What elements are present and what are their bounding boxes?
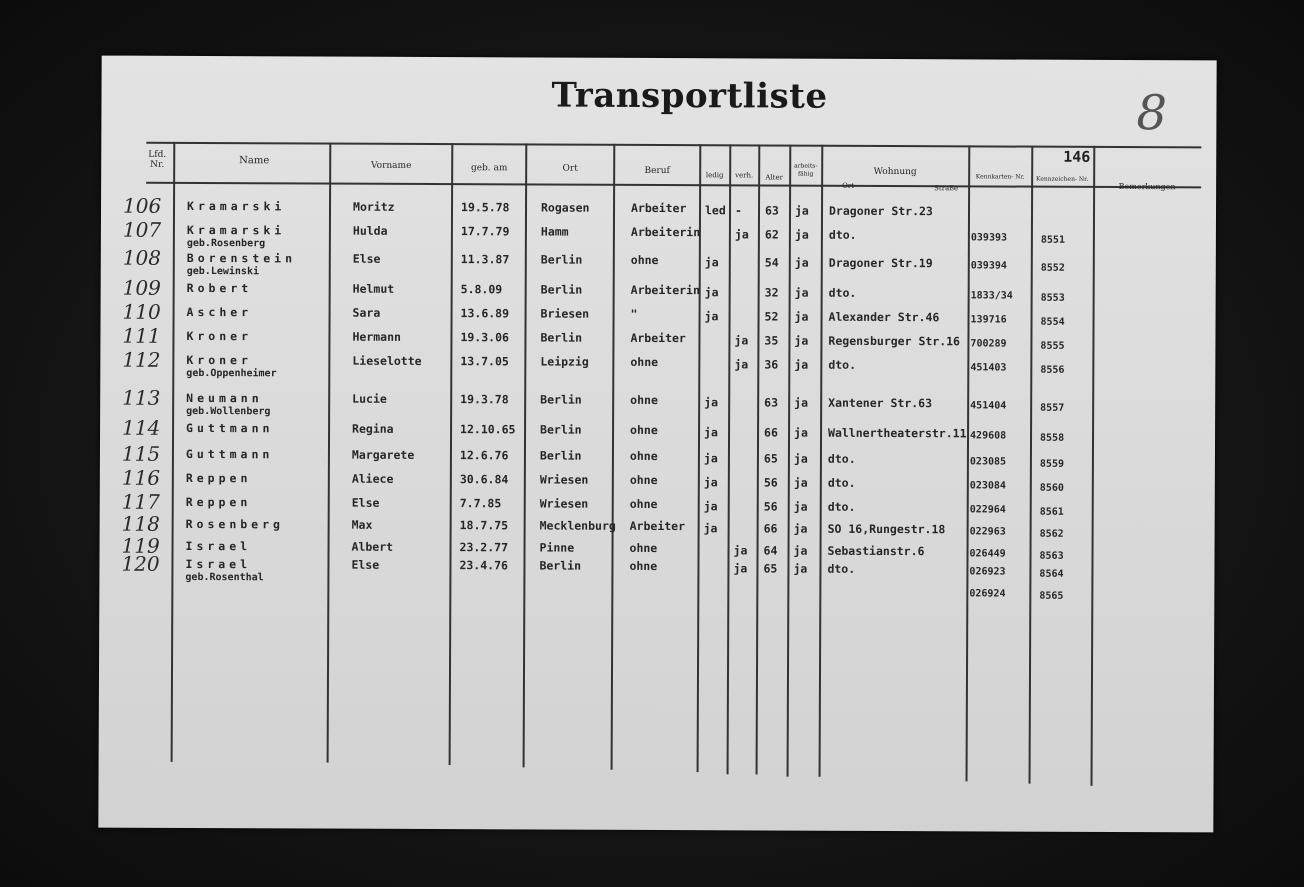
row-lfd: 113 bbox=[122, 385, 161, 410]
row-ledig: ja bbox=[703, 521, 718, 536]
row-kennkarte: 026923 bbox=[969, 566, 1006, 578]
row-kennzeichen: 8554 bbox=[1040, 316, 1065, 328]
row-kennzeichen: 8561 bbox=[1039, 506, 1064, 518]
row-alter: 66 bbox=[763, 521, 778, 536]
row-name: Israel bbox=[185, 538, 252, 554]
header-wohnung-ort: Ort bbox=[842, 181, 855, 190]
row-kennkarte: 451403 bbox=[970, 362, 1007, 374]
row-verh: ja bbox=[733, 543, 748, 558]
row-alter: 65 bbox=[763, 451, 778, 466]
page-title: Transportliste bbox=[551, 75, 828, 117]
row-lfd: 117 bbox=[121, 489, 160, 514]
row-wohnung: dto. bbox=[827, 499, 856, 514]
row-ort: Berlin bbox=[540, 422, 582, 437]
row-lfd: 116 bbox=[121, 465, 161, 490]
row-name2: geb.Rosenthal bbox=[185, 571, 264, 584]
row-geb: 19.3.78 bbox=[460, 392, 509, 407]
row-geb: 13.7.05 bbox=[460, 354, 509, 369]
row-ledig: ja bbox=[704, 285, 719, 300]
row-geb: 12.10.65 bbox=[460, 422, 516, 437]
row-ort: Rogasen bbox=[541, 200, 590, 215]
row-beruf: ohne bbox=[630, 252, 659, 268]
column-divider bbox=[1091, 146, 1096, 786]
row-wohnung: Regensburger Str.16 bbox=[828, 333, 961, 349]
row-ledig: ja bbox=[703, 475, 718, 490]
row-lfd: 108 bbox=[122, 245, 162, 270]
row-beruf: ohne bbox=[629, 448, 658, 464]
row-ledig: led bbox=[704, 203, 726, 218]
row-vorname: Hulda bbox=[352, 223, 388, 238]
column-divider bbox=[787, 145, 792, 777]
row-wohnung: Xantener Str.63 bbox=[828, 395, 933, 411]
row-geb: 13.6.89 bbox=[460, 306, 510, 321]
row-arbeitsfaehig: ja bbox=[794, 227, 809, 242]
row-ledig: ja bbox=[703, 451, 718, 466]
row-geb: 30.6.84 bbox=[459, 472, 509, 487]
row-geb: 11.3.87 bbox=[460, 252, 510, 267]
row-geb: 18.7.75 bbox=[459, 518, 509, 533]
header-ort: Ort bbox=[562, 163, 578, 174]
row-arbeitsfaehig: ja bbox=[794, 425, 808, 440]
row-verh: ja bbox=[734, 333, 749, 348]
row-wohnung: Alexander Str.46 bbox=[828, 309, 940, 325]
row-kennkarte: 139716 bbox=[970, 314, 1007, 326]
row-geb: 7.7.85 bbox=[459, 496, 502, 511]
row-wohnung: dto. bbox=[828, 285, 857, 300]
row-vorname: Albert bbox=[351, 539, 394, 554]
row-alter: 32 bbox=[764, 285, 779, 300]
column-divider bbox=[327, 143, 332, 763]
row-lfd: 118 bbox=[121, 511, 160, 536]
row-kennzeichen: 8564 bbox=[1039, 568, 1064, 580]
row-kennkarte: 023085 bbox=[969, 456, 1007, 468]
row-wohnung: dto. bbox=[827, 451, 856, 466]
row-kennkarte: 026449 bbox=[969, 548, 1006, 560]
row-ledig: ja bbox=[704, 395, 719, 410]
row-kennzeichen: 8559 bbox=[1039, 458, 1065, 470]
row-vorname: Else bbox=[351, 557, 380, 572]
header-arbeitsfaehig: arbeits- fähig bbox=[794, 162, 818, 178]
column-divider bbox=[171, 142, 176, 762]
row-wohnung: Dragoner Str.23 bbox=[828, 203, 933, 219]
row-kennkarte: 1833/34 bbox=[970, 290, 1013, 302]
row-beruf: Arbeiter bbox=[630, 200, 687, 216]
row-vorname: Hermann bbox=[352, 329, 401, 344]
row-ort: Wriesen bbox=[539, 472, 589, 487]
row-kennkarte: 700289 bbox=[970, 338, 1007, 350]
row-lfd: 106 bbox=[122, 193, 162, 218]
column-divider bbox=[756, 144, 761, 774]
row-geb: 23.4.76 bbox=[459, 558, 508, 573]
row-alter: 56 bbox=[763, 499, 778, 514]
row-name2: geb.Lewinski bbox=[186, 265, 260, 278]
document-sheet bbox=[98, 56, 1216, 833]
row-kennkarte: 023084 bbox=[969, 480, 1006, 492]
row-lfd: 109 bbox=[122, 275, 161, 300]
row-vorname: Else bbox=[351, 495, 380, 510]
row-ort: Leipzig bbox=[540, 354, 589, 369]
row-vorname: Aliece bbox=[351, 471, 394, 486]
row-ort: Briesen bbox=[540, 306, 590, 321]
header-name: Name bbox=[239, 155, 270, 167]
row-ort: Pinne bbox=[539, 540, 575, 555]
row-alter: 54 bbox=[764, 255, 779, 270]
column-divider bbox=[819, 145, 824, 777]
row-beruf: Arbeiterin bbox=[630, 224, 701, 240]
row-alter: 35 bbox=[764, 333, 779, 348]
row-vorname: Max bbox=[351, 517, 373, 532]
row-ort: Hamm bbox=[540, 224, 569, 239]
header-vorname: Vorname bbox=[370, 160, 412, 171]
row-alter: 64 bbox=[763, 543, 778, 558]
row-vorname: Lieselotte bbox=[352, 353, 422, 368]
row-kennkarte: 451404 bbox=[970, 400, 1007, 412]
row-arbeitsfaehig: ja bbox=[794, 203, 809, 218]
row-arbeitsfaehig: ja bbox=[794, 395, 809, 410]
column-divider bbox=[449, 143, 454, 765]
row-beruf: ohne bbox=[629, 558, 658, 573]
row-kennzeichen: 8556 bbox=[1040, 364, 1065, 376]
row-ort: Berlin bbox=[539, 558, 582, 573]
row-alter: 56 bbox=[763, 475, 778, 490]
row-kennzeichen: 8553 bbox=[1040, 292, 1065, 304]
row-lfd: 107 bbox=[122, 217, 162, 242]
row-vorname: Helmut bbox=[352, 281, 395, 296]
row-arbeitsfaehig: ja bbox=[794, 357, 809, 372]
row-geb: 12.6.76 bbox=[459, 448, 509, 463]
row-name: Kroner bbox=[186, 328, 253, 344]
row-kennzeichen: 8558 bbox=[1040, 432, 1065, 444]
row-beruf: " bbox=[630, 306, 638, 321]
header-geb-am: geb. am bbox=[470, 163, 508, 174]
row-ort: Mecklenburg bbox=[539, 518, 616, 533]
row-lfd: 112 bbox=[122, 347, 161, 372]
row-wohnung: Wallnertheaterstr.11 bbox=[828, 425, 967, 441]
row-vorname: Sara bbox=[352, 305, 381, 320]
row-arbeitsfaehig: ja bbox=[793, 475, 808, 490]
row-beruf: Arbeiter bbox=[629, 518, 686, 534]
row-ort: Berlin bbox=[540, 252, 583, 267]
row-wohnung: dto. bbox=[828, 357, 857, 372]
row-name2: geb.Oppenheimer bbox=[186, 367, 277, 380]
row-alter: 52 bbox=[764, 309, 779, 324]
row-vorname: Lucie bbox=[352, 391, 387, 406]
row-arbeitsfaehig: ja bbox=[793, 451, 808, 466]
row-ort: Wriesen bbox=[539, 496, 589, 511]
row-kennzeichen: 8557 bbox=[1040, 402, 1065, 414]
row-arbeitsfaehig: ja bbox=[794, 309, 809, 324]
row-name: Borenstein bbox=[186, 250, 297, 266]
row-verh: ja bbox=[733, 561, 748, 576]
row-alter: 63 bbox=[764, 203, 779, 218]
row-wohnung: dto. bbox=[827, 475, 856, 490]
row-lfd: 119 bbox=[121, 533, 160, 558]
row-kennzeichen: 8555 bbox=[1040, 340, 1065, 352]
row-vorname: Else bbox=[352, 251, 381, 266]
column-divider bbox=[1029, 146, 1034, 784]
row-name: Guttmann bbox=[185, 446, 274, 462]
page-number: 146 bbox=[1063, 147, 1091, 166]
header-ledig: ledig bbox=[705, 171, 724, 180]
row-alter: 66 bbox=[764, 425, 778, 440]
row-ort: Berlin bbox=[540, 392, 582, 407]
row-verh: ja bbox=[734, 357, 749, 372]
row-geb: 5.8.09 bbox=[460, 282, 503, 297]
handwritten-mark: 8 bbox=[1136, 85, 1168, 142]
row-verh: - bbox=[734, 203, 742, 218]
row-ledig: ja bbox=[704, 309, 719, 324]
row-name: Kramarski bbox=[186, 222, 286, 238]
row-beruf: ohne bbox=[630, 392, 658, 408]
row-name: Reppen bbox=[185, 470, 252, 486]
row-beruf: ohne bbox=[629, 496, 658, 512]
row-kennkarte: 022964 bbox=[969, 504, 1006, 516]
row-arbeitsfaehig: ja bbox=[794, 333, 809, 348]
row-geb: 19.3.06 bbox=[460, 330, 509, 345]
row-name: Guttmann bbox=[186, 420, 274, 436]
row-alter: 65 bbox=[763, 561, 778, 576]
row-name: Reppen bbox=[185, 494, 252, 510]
column-divider bbox=[611, 144, 616, 770]
row-geb: 17.7.79 bbox=[460, 224, 510, 239]
row-name: Rosenberg bbox=[185, 516, 284, 532]
row-name: Ascher bbox=[186, 304, 253, 320]
row-alter: 62 bbox=[764, 227, 779, 242]
row-alter: 63 bbox=[764, 395, 779, 410]
header-wohnung-strasse: Straße bbox=[934, 184, 959, 193]
row-arbeitsfaehig: ja bbox=[793, 543, 808, 558]
row-arbeitsfaehig: ja bbox=[793, 521, 808, 536]
header-kennzeichen: Kennzeichen- Nr. bbox=[1036, 175, 1089, 183]
row-wohnung: Dragoner Str.19 bbox=[828, 255, 933, 271]
row-wohnung: SO 16,Rungestr.18 bbox=[827, 521, 946, 537]
row-lfd: 120 bbox=[121, 551, 160, 576]
row-kennzeichen: 8563 bbox=[1039, 550, 1064, 562]
extra-kennzeichen: 8565 bbox=[1039, 590, 1064, 602]
header-top-line bbox=[146, 142, 1201, 149]
row-kennzeichen: 8552 bbox=[1040, 262, 1065, 274]
row-verh: ja bbox=[734, 227, 749, 242]
header-alter: Alter bbox=[765, 173, 783, 182]
header-beruf: Beruf bbox=[644, 165, 670, 177]
row-kennkarte: 022963 bbox=[969, 526, 1006, 538]
row-kennkarte: 039393 bbox=[970, 232, 1008, 244]
row-ledig: ja bbox=[703, 499, 718, 514]
row-vorname: Margarete bbox=[351, 447, 415, 462]
row-beruf: ohne bbox=[629, 540, 658, 555]
row-geb: 23.2.77 bbox=[459, 540, 509, 555]
row-name2: geb.Wollenberg bbox=[186, 405, 271, 418]
row-beruf: Arbeiter bbox=[630, 330, 686, 346]
header-kennkarten: Kennkarten- Nr. bbox=[975, 173, 1025, 181]
row-beruf: Arbeiterin bbox=[630, 282, 700, 298]
row-name: Israel bbox=[185, 556, 252, 572]
row-wohnung: dto. bbox=[827, 561, 856, 576]
row-beruf: ohne bbox=[630, 354, 659, 370]
row-ledig: ja bbox=[704, 425, 718, 440]
row-beruf: ohne bbox=[630, 422, 658, 438]
row-lfd: 115 bbox=[121, 441, 161, 466]
row-kennzeichen: 8560 bbox=[1039, 482, 1064, 494]
row-kennkarte: 429608 bbox=[970, 430, 1007, 442]
row-lfd: 114 bbox=[122, 415, 161, 440]
row-lfd: 110 bbox=[122, 299, 161, 324]
row-arbeitsfaehig: ja bbox=[793, 561, 808, 576]
row-arbeitsfaehig: ja bbox=[794, 255, 809, 270]
row-alter: 36 bbox=[764, 357, 779, 372]
header-verh: verh. bbox=[735, 171, 754, 180]
row-wohnung: dto. bbox=[828, 227, 857, 242]
row-vorname: Regina bbox=[352, 421, 394, 436]
row-geb: 19.5.78 bbox=[461, 200, 510, 215]
row-beruf: ohne bbox=[629, 472, 658, 488]
row-lfd: 111 bbox=[122, 323, 161, 348]
row-ort: Berlin bbox=[540, 330, 583, 345]
header-lfd: Lfd. Nr. bbox=[148, 149, 167, 170]
column-divider bbox=[523, 143, 528, 767]
row-kennkarte: 039394 bbox=[970, 260, 1007, 272]
row-kennzeichen: 8551 bbox=[1040, 234, 1066, 246]
row-ledig: ja bbox=[704, 255, 719, 270]
row-arbeitsfaehig: ja bbox=[793, 499, 808, 514]
row-ort: Berlin bbox=[540, 282, 583, 297]
row-name: Kramarski bbox=[187, 198, 286, 214]
row-arbeitsfaehig: ja bbox=[794, 285, 809, 300]
row-kennzeichen: 8562 bbox=[1039, 528, 1064, 540]
header-wohnung: Wohnung bbox=[873, 166, 917, 178]
column-divider bbox=[727, 144, 732, 774]
row-name2: geb.Rosenberg bbox=[186, 237, 266, 250]
extra-kennkarte: 026924 bbox=[969, 588, 1006, 600]
row-name: Robert bbox=[186, 280, 253, 296]
row-ort: Berlin bbox=[539, 448, 582, 463]
header-bemerkungen: Bemerkungen bbox=[1118, 182, 1176, 192]
row-vorname: Moritz bbox=[353, 199, 395, 214]
row-wohnung: Sebastianstr.6 bbox=[827, 543, 925, 559]
row-name: Neumann bbox=[186, 390, 263, 406]
row-name: Kroner bbox=[186, 352, 252, 368]
